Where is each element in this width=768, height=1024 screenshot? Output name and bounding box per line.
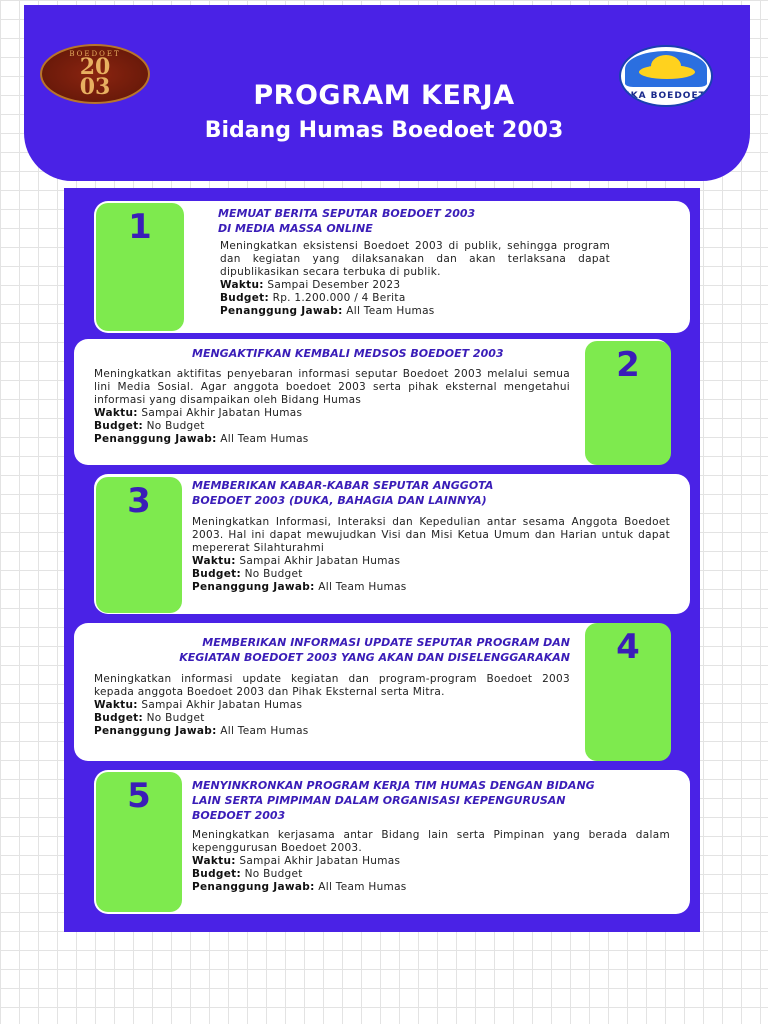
pj-label: Penanggung Jawab: xyxy=(94,433,217,445)
page-subtitle: Bidang Humas Boedoet 2003 xyxy=(204,118,564,143)
program-title-4-line2: KEGIATAN BOEDOET 2003 YANG AKAN DAN DISELENGGARAKAN xyxy=(179,651,570,664)
program-title-2-line1: MENGAKTIFKAN KEMBALI MEDSOS BOEDOET 2003 xyxy=(192,347,504,360)
budget-label: Budget: xyxy=(192,868,241,880)
page-title: PROGRAM KERJA xyxy=(253,80,515,111)
program-number-5: 5 xyxy=(96,772,182,912)
program-waktu-3: Sampai Akhir Jabatan Humas xyxy=(239,555,401,567)
waktu-label: Waktu: xyxy=(192,855,236,867)
program-title-2 xyxy=(192,346,582,361)
logo-number-top: 20 xyxy=(79,54,111,80)
program-description-2: Meningkatkan aktifitas penyebaran informasi seputar Boedoet 2003 melalui semua lini Media Sosial. Agar anggota boedoet 2003 serta pihak eksternal mengetahui informasi yang disampaikan oleh Bidang Humas xyxy=(94,368,570,406)
program-title-1-line1: MEMUAT BERITA SEPUTAR BOEDOET 2003 xyxy=(218,207,476,220)
budget-label: Budget: xyxy=(220,292,269,304)
program-title-3-line1: MEMBERIKAN KABAR-KABAR SEPUTAR ANGGOTA xyxy=(192,479,494,492)
program-number-1: 1 xyxy=(96,203,184,331)
program-number-2: 2 xyxy=(585,341,671,465)
program-waktu-2: Sampai Akhir Jabatan Humas xyxy=(141,407,303,419)
logo-arc-text: BOEDOET xyxy=(69,50,121,58)
budget-label: Budget: xyxy=(94,712,143,724)
budget-label: Budget: xyxy=(192,568,241,580)
program-body-4 xyxy=(94,673,570,738)
program-waktu-4: Sampai Akhir Jabatan Humas xyxy=(141,699,303,711)
program-body-2 xyxy=(94,368,570,446)
program-title-5-line3: BOEDOET 2003 xyxy=(192,809,286,822)
program-title-5 xyxy=(192,778,672,823)
program-pj-2: All Team Humas xyxy=(220,433,309,445)
program-pj-4: All Team Humas xyxy=(220,725,309,737)
program-budget-5: No Budget xyxy=(244,868,303,880)
program-title-3-line2: BOEDOET 2003 (DUKA, BAHAGIA DAN LAINNYA) xyxy=(192,494,487,507)
program-body-1 xyxy=(220,240,610,318)
waktu-label: Waktu: xyxy=(192,555,236,567)
waktu-label: Waktu: xyxy=(94,699,138,711)
budget-label: Budget: xyxy=(94,420,143,432)
program-budget-2: No Budget xyxy=(146,420,205,432)
program-number-4: 4 xyxy=(585,623,671,761)
program-body-3 xyxy=(192,516,670,594)
program-pj-5: All Team Humas xyxy=(318,881,407,893)
program-pj-3: All Team Humas xyxy=(318,581,407,593)
program-budget-3: No Budget xyxy=(244,568,303,580)
program-title-5-line1: MENYINKRONKAN PROGRAM KERJA TIM HUMAS DENGAN BIDANG xyxy=(192,779,595,792)
program-description-1: Meningkatkan eksistensi Boedoet 2003 di publik, sehingga program dan kegiatan yang dilaksanakan dan akan terlaksana dapat dipublikasikan secara terbuka di publik. xyxy=(220,240,610,278)
program-title-3 xyxy=(192,478,612,508)
program-title-4 xyxy=(94,635,570,665)
program-number-3: 3 xyxy=(96,477,182,613)
program-title-5-line2: LAIN SERTA PIMPIMAN DALAM ORGANISASI KEPENGURUSAN xyxy=(192,794,566,807)
program-description-3: Meningkatkan Informasi, Interaksi dan Kepedulian antar sesama Anggota Boedoet 2003. Hal ini dapat mewujudkan Visi dan Misi Ketua Umum dan Harian untuk dapat mepererat Silahturahmi xyxy=(192,516,670,554)
pj-label: Penanggung Jawab: xyxy=(192,581,315,593)
program-waktu-1: Sampai Desember 2023 xyxy=(267,279,401,291)
logo-number-bottom: 03 xyxy=(79,74,111,100)
logo-ring-text: IKA BOEDOET xyxy=(626,91,706,101)
program-title-1-line2: DI MEDIA MASSA ONLINE xyxy=(218,222,373,235)
program-budget-4: No Budget xyxy=(146,712,205,724)
program-budget-1: Rp. 1.200.000 / 4 Berita xyxy=(272,292,406,304)
pj-label: Penanggung Jawab: xyxy=(220,305,343,317)
program-pj-1: All Team Humas xyxy=(346,305,435,317)
program-title-4-line1: MEMBERIKAN INFORMASI UPDATE SEPUTAR PROGRAM DAN xyxy=(202,636,570,649)
waktu-label: Waktu: xyxy=(94,407,138,419)
program-body-5 xyxy=(192,829,670,894)
waktu-label: Waktu: xyxy=(220,279,264,291)
pj-label: Penanggung Jawab: xyxy=(94,725,217,737)
program-title-1 xyxy=(218,206,598,236)
program-description-4: Meningkatkan informasi update kegiatan dan program-program Boedoet 2003 kepada anggota Boedoet 2003 dan Pihak Eksternal serta Mitra. xyxy=(94,673,570,698)
logo-sun-shape xyxy=(651,55,681,77)
pj-label: Penanggung Jawab: xyxy=(192,881,315,893)
program-waktu-5: Sampai Akhir Jabatan Humas xyxy=(239,855,401,867)
program-description-5: Meningkatkan kerjasama antar Bidang lain serta Pimpinan yang berada dalam kepenggurusan Boedoet 2003. xyxy=(192,829,670,854)
